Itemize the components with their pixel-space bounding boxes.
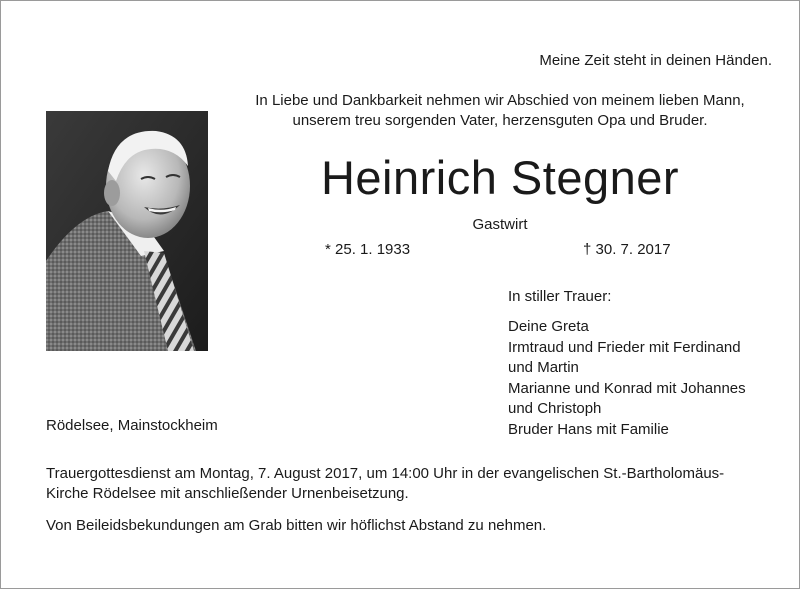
mourner-line: Deine Greta xyxy=(508,318,589,335)
place-names: Rödelsee, Mainstockheim xyxy=(46,417,218,434)
occupation: Gastwirt xyxy=(472,216,528,233)
mourner-line: Marianne und Konrad mit Johannes xyxy=(508,379,746,397)
service-info xyxy=(46,464,766,504)
deceased-name: Heinrich Stegner xyxy=(320,151,680,204)
condolence-note: Von Beileidsbekundungen am Grab bitten wir höflichst Abstand zu nehmen. xyxy=(46,517,547,534)
birth-date: * 25. 1. 1933 xyxy=(325,241,411,258)
mourning-heading: In stiller Trauer: xyxy=(508,288,612,305)
mourner-line: Bruder Hans mit Familie xyxy=(508,420,669,438)
death-date: † 30. 7. 2017 xyxy=(583,241,671,258)
mourner-line: und Martin xyxy=(508,359,579,376)
portrait-illustration xyxy=(46,111,208,351)
service-line-1: Trauergottesdienst am Montag, 7. August 2017, um 14:00 Uhr in der evangelischen St.-Bartholomäus- xyxy=(46,465,725,482)
service-line-2: Kirche Rödelsee mit anschließender Urnenbeisetzung. xyxy=(46,485,409,502)
portrait-photo xyxy=(46,111,208,351)
intro-line-2: unserem treu sorgenden Vater, herzensguten Opa und Bruder. xyxy=(292,112,708,129)
intro-text xyxy=(230,91,770,131)
mourner-line: Irmtraud und Frieder mit Ferdinand xyxy=(508,338,741,356)
mourners-list xyxy=(508,317,746,440)
motto: Meine Zeit steht in deinen Händen. xyxy=(539,52,772,69)
intro-line-1: In Liebe und Dankbarkeit nehmen wir Abschied von meinem lieben Mann, xyxy=(255,92,745,109)
mourner-line: und Christoph xyxy=(508,400,602,417)
